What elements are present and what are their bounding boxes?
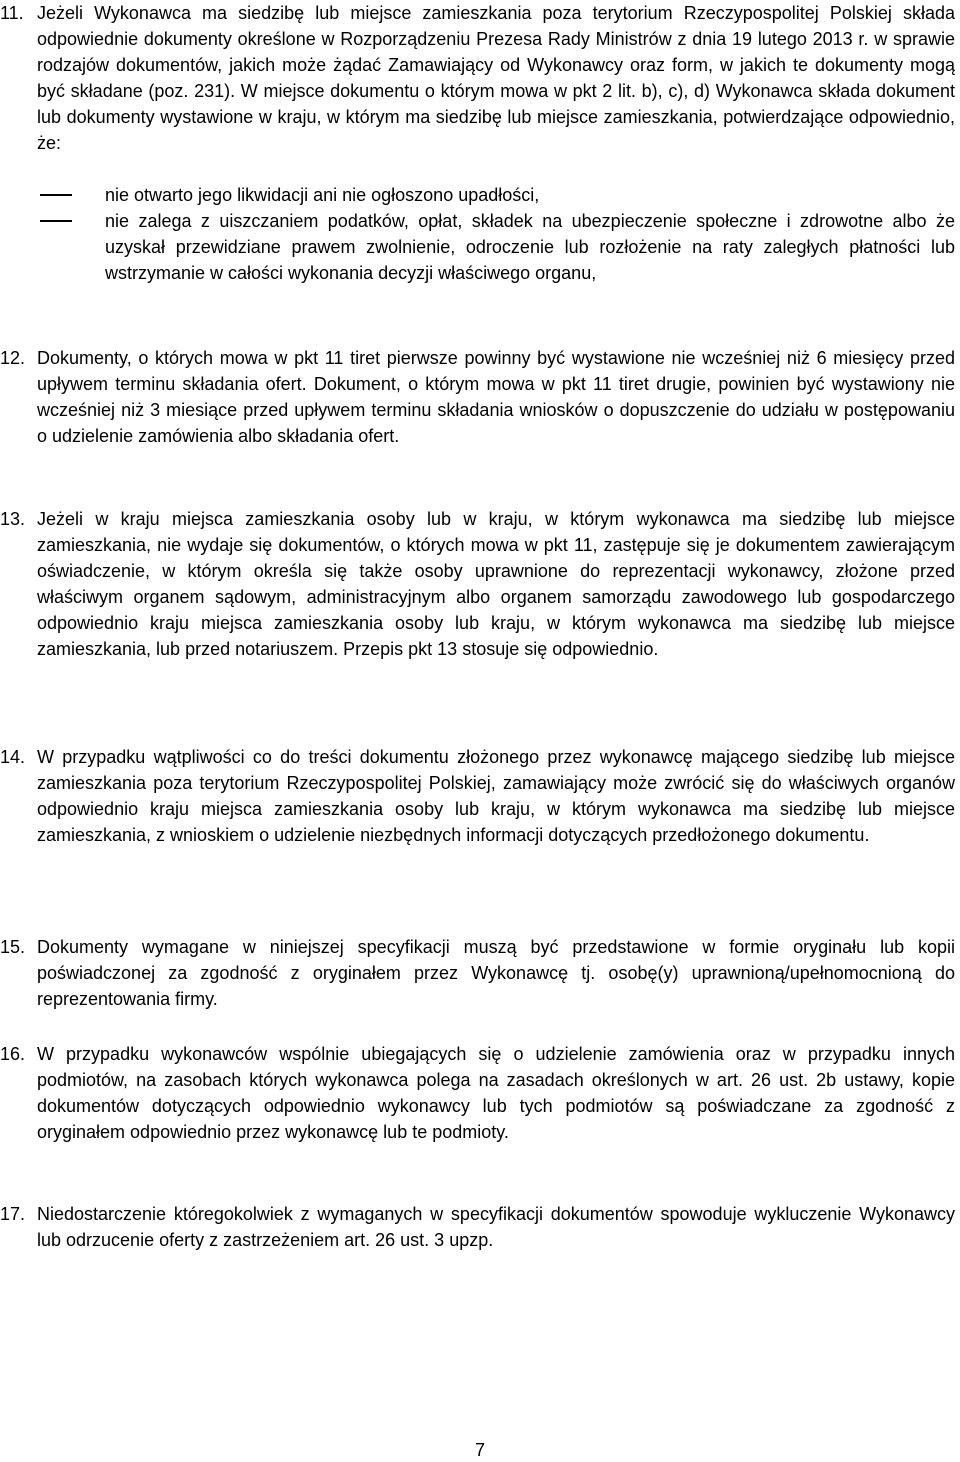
bullet-item xyxy=(0,182,960,208)
page-number: 7 xyxy=(474,1440,485,1460)
item-text: Jeżeli Wykonawca ma siedzibę lub miejsce zamieszkania poza terytorium Rzeczypospolitej Polskiej składa odpowiednie dokumenty określone w Rozporządzeniu Prezesa Rady Ministrów z dnia 19 lutego 2013 r. w sprawie rodzajów dokumentów, jakich może żądać Zamawiający od Wykonawcy oraz form, w jakich te dokumenty mogą być składane (poz. 231). W miejsce dokumentu o którym mowa w pkt 2 lit. b), c), d) Wykonawca składa dokument lub dokumenty wystawione w kraju, w którym ma siedzibę lub miejsce zamieszkania, potwierdzające odpowiednio, że: xyxy=(37,3,955,153)
item-text: W przypadku wykonawców wspólnie ubiegających się o udzielenie zamówienia oraz w przypadku innych podmiotów, na zasobach których wykonawca polega na zasadach określonych w art. 26 ust. 2b ustawy, kopie dokumentów dotyczących odpowiednio wykonawcy lub tych podmiotów są poświadczane za zgodność z oryginałem odpowiednio przez wykonawcę lub te podmioty. xyxy=(37,1044,955,1142)
item-number: 14. xyxy=(0,747,26,767)
item-number: 11. xyxy=(0,3,24,23)
item-number: 16. xyxy=(0,1044,26,1064)
item-number: 17. xyxy=(0,1204,26,1224)
item-text: Jeżeli w kraju miejsca zamieszkania osoby lub w kraju, w którym wykonawca ma siedzibę lub miejsce zamieszkania, nie wydaje się dokumentów, o których mowa w pkt 11, zastępuje się je dokumentem zawierającym oświadczenie, w którym określa się także osoby uprawnione do reprezentacji wykonawcy, złożone przed właściwym organem sądowym, administracyjnym albo organem samorządu zawodowego lub gospodarczego odpowiednio kraju miejsca zamieszkania osoby lub kraju, w którym wykonawca ma siedzibę lub miejsce zamieszkania, lub przed notariuszem. Przepis pkt 13 stosuje się odpowiednio. xyxy=(37,509,955,659)
item-text: Niedostarczenie któregokolwiek z wymaganych w specyfikacji dokumentów spowoduje wykluczenie Wykonawcy lub odrzucenie oferty z zastrzeżeniem art. 26 ust. 3 upzp. xyxy=(37,1204,955,1250)
item-text: Dokumenty wymagane w niniejszej specyfikacji muszą być przedstawione w formie oryginału lub kopii poświadczonej za zgodność z oryginałem przez Wykonawcę tj. osobę(y) uprawnioną/upełnomocnioną do reprezentowania firmy. xyxy=(37,937,955,1009)
dash-icon xyxy=(40,220,72,222)
dash-icon xyxy=(40,194,72,196)
bullet-text: nie zalega z uiszczaniem podatków, opłat, składek na ubezpieczenie społeczne i zdrowotne albo że uzyskał przewidziane prawem zwolnienie, odroczenie lub rozłożenie na raty zaległych płatności lub wstrzymanie w całości wykonania decyzji właściwego organu, xyxy=(105,211,955,283)
bullet-item xyxy=(0,208,960,312)
item-number: 15. xyxy=(0,937,26,957)
item-text: Dokumenty, o których mowa w pkt 11 tiret pierwsze powinny być wystawione nie wcześniej niż 6 miesięcy przed upływem terminu składania ofert. Dokument, o którym mowa w pkt 11 tiret drugie, powinien być wystawiony nie wcześniej niż 3 miesiące przed upływem terminu składania wniosków o dopuszczenie do udziału w postępowaniu o udzielenie zamówienia albo składania ofert. xyxy=(37,348,955,446)
bullet-text: nie otwarto jego likwidacji ani nie ogłoszono upadłości, xyxy=(105,185,540,205)
item-number: 13. xyxy=(0,509,26,529)
item-text: W przypadku wątpliwości co do treści dokumentu złożonego przez wykonawcę mającego siedzibę lub miejsce zamieszkania poza terytorium Rzeczypospolitej Polskiej, zamawiający może zwrócić się do właściwych organów odpowiednio kraju miejsca zamieszkania osoby lub kraju, w którym wykonawca ma siedzibę lub miejsce zamieszkania, z wnioskiem o udzielenie niezbędnych informacji dotyczących przedłożonego dokumentu. xyxy=(37,747,955,845)
item-number: 12. xyxy=(0,348,26,368)
bullet-list xyxy=(0,182,960,312)
